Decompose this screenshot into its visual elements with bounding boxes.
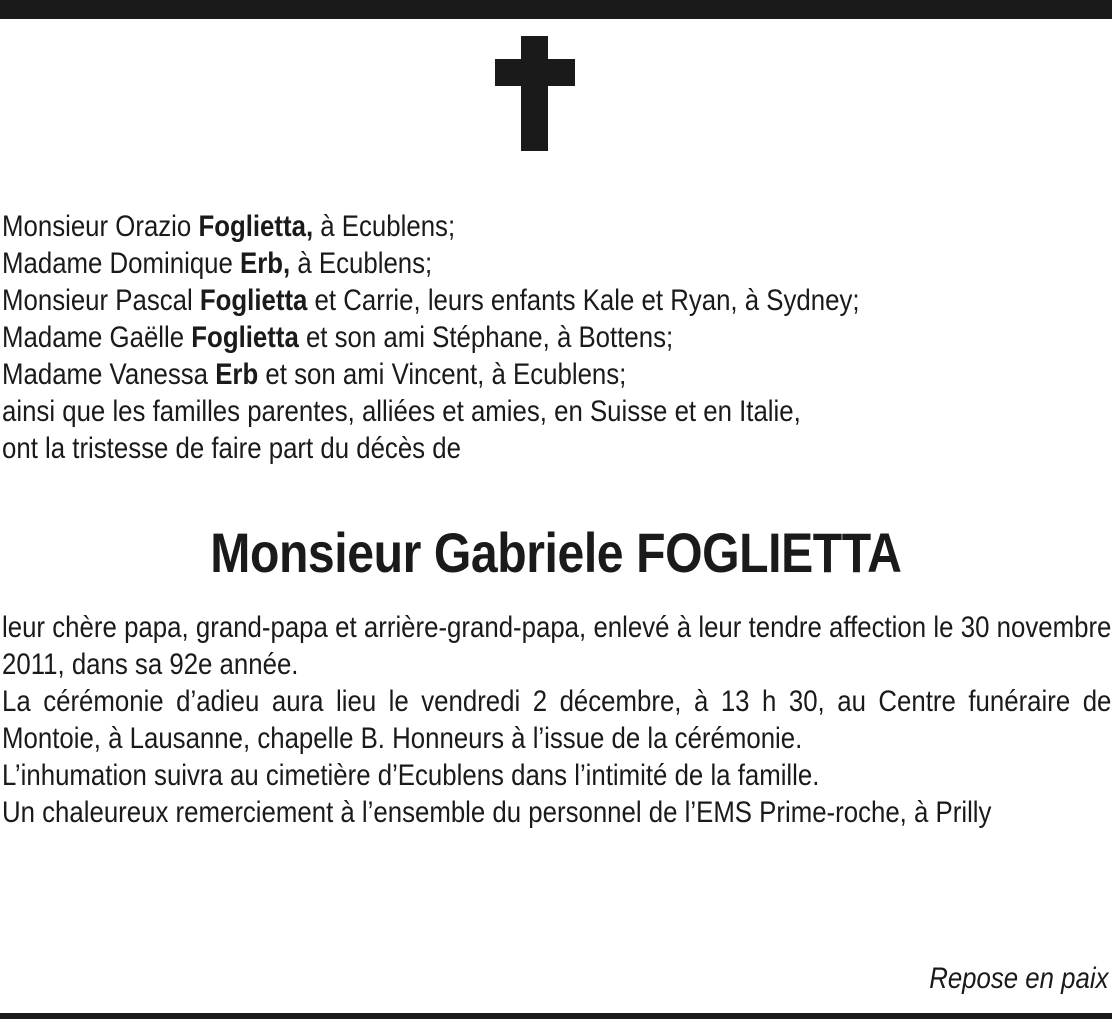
closing-phrase: Repose en paix (928, 962, 1108, 995)
notice-paragraph: leur chère papa, grand-papa et arrière-grand-papa, enlevé à leur tendre affection le 30 novembre 2011, dans sa 92e année. (2, 611, 1112, 681)
notice-paragraph: La cérémonie d’adieu aura lieu le vendredi 2 décembre, à 13 h 30, au Centre funéraire de Montoie, à Lausanne, chapelle B. Honneurs à l’issue de la cérémonie. (2, 685, 1112, 755)
family-line: Madame Vanessa Erb et son ami Vincent, à Ecublens; (2, 358, 627, 391)
family-line: Monsieur Orazio Foglietta, à Ecublens; (2, 210, 456, 243)
notice-paragraph: Un chaleureux remerciement à l’ensemble du personnel de l’EMS Prime-roche, à Prilly (2, 796, 992, 829)
family-line: ont la tristesse de faire part du décès de (2, 432, 461, 465)
notice-body (2, 609, 1111, 831)
family-list (2, 208, 955, 467)
family-line: Madame Gaëlle Foglietta et son ami Stéphane, à Bottens; (2, 321, 674, 354)
family-line: Monsieur Pascal Foglietta et Carrie, leurs enfants Kale et Ryan, à Sydney; (2, 284, 860, 317)
family-line: Madame Dominique Erb, à Ecublens; (2, 247, 433, 280)
cross-icon (495, 36, 575, 151)
notice-paragraph: L’inhumation suivra au cimetière d’Ecublens dans l’intimité de la famille. (2, 759, 820, 792)
top-border-rule (0, 0, 1112, 19)
bottom-border-rule (0, 1013, 1112, 1019)
deceased-name-heading: Monsieur Gabriele FOGLIETTA (210, 521, 902, 584)
family-line: ainsi que les familles parentes, alliées et amies, en Suisse et en Italie, (2, 395, 801, 428)
